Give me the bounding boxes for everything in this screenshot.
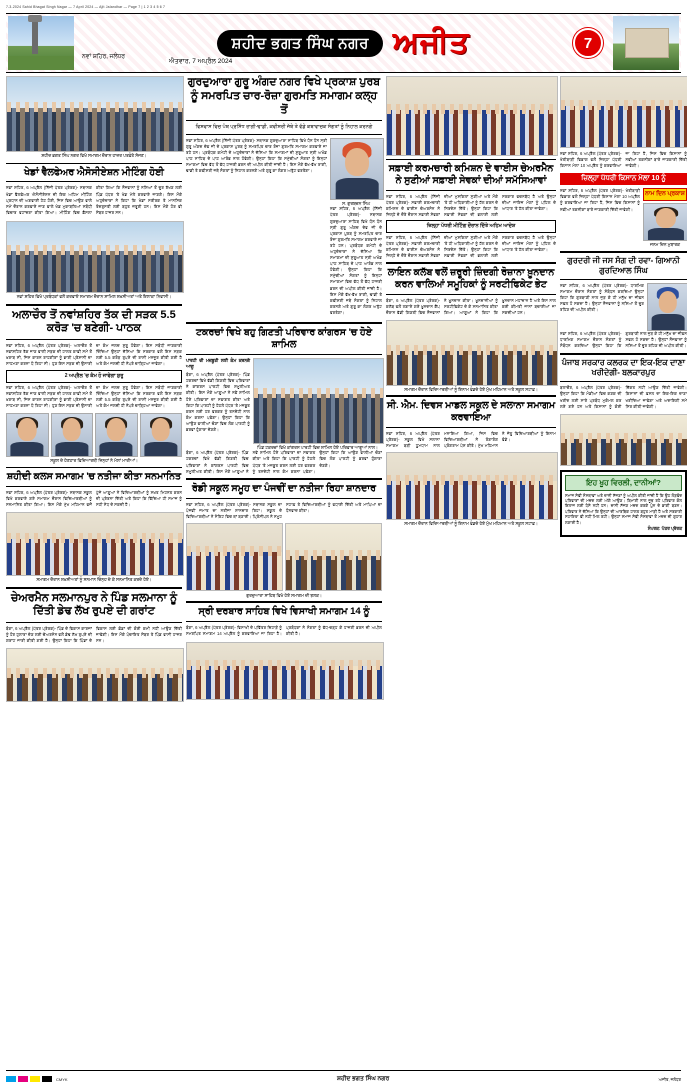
col2-top-body bbox=[186, 138, 327, 175]
col4-banner-body bbox=[560, 188, 640, 212]
col2-bottom-photo bbox=[186, 642, 384, 700]
col2-bottom-text: ਬੰਗਾ, 6 ਅਪ੍ਰੈਲ (ਪੱਤਰ ਪ੍ਰੇਰਕ)- ਵਿਸਾਖੀ ਦੇ ਪਵਿੱਤਰ ਦਿਹਾੜੇ ਨੂੰ ਸਮਰਪਿਤ ਸਮਾਗਮ 14 ਅਪ੍ਰੈਲ ਨੂੰ ਕਰਵਾਇਆ ਜਾ ਰਿਹਾ ਹੈ। ਪ੍ਰਬੰਧਕਾਂ ਨੇ ਸੰਗਤਾਂ ਨੂੰ ਵੱਧ-ਚੜ੍ਹ ਕੇ ਹਾਜ਼ਰੀ ਭਰਨ ਦੀ ਅਪੀਲ ਕੀਤੀ ਹੈ। bbox=[186, 625, 382, 637]
col4-body2-text-cont: ਨਵਾਂ ਸ਼ਹਿਰ, 6 ਅਪ੍ਰੈਲ (ਪੱਤਰ ਪ੍ਰੇਰਕ)- ਧਾਰਮਿਕ ਸਮਾਗਮ ਦੌਰਾਨ ਸੰਗਤਾਂ ਨੂੰ ਸੰਬੋਧਨ ਕਰਦਿਆਂ ਉਨ੍ਹਾਂ ਕਿਹਾ ਕਿ ਗੁਰਬਾਣੀ ਨਾਲ ਜੁੜ ਕੇ ਹੀ ਮਨੁੱਖ ਦਾ ਜੀਵਨ ਸਫਲ ਹੋ ਸਕਦਾ ਹੈ। ਉਨ੍ਹਾਂ ਨੌਜਵਾਨਾਂ ਨੂੰ ਨਸ਼ਿਆਂ ਤੋਂ ਦੂਰ ਰਹਿਣ ਦੀ ਅਪੀਲ ਕੀਤੀ। bbox=[560, 331, 687, 349]
col4-photo3 bbox=[560, 414, 687, 466]
col2-mid-text: ਬੰਗਾ, 6 ਅਪ੍ਰੈਲ (ਪੱਤਰ ਪ੍ਰੇਰਕ)- ਪਿੰਡ ਟਕਰਚਾਂ ਵਿਖੇ ਵੱਡੀ ਗਿਣਤੀ ਵਿਚ ਪਰਿਵਾਰਾਂ ਨੇ ਕਾਂਗਰਸ ਪਾਰਟੀ ਵਿਚ ਸ਼ਮੂਲੀਅਤ ਕੀਤੀ। ਇਸ ਮੌਕੇ ਆਗੂਆਂ ਨੇ ਨਵੇਂ ਸ਼ਾਮਿਲ ਹੋਏ ਪਰਿਵਾਰਾਂ ਦਾ ਸਵਾਗਤ ਕੀਤਾ ਅਤੇ ਕਿਹਾ ਕਿ ਪਾਰਟੀ ਨੂੰ ਹੇਠਲੇ ਪੱਧਰ 'ਤੇ ਮਜ਼ਬੂਤ ਕਰਨ ਲਈ ਹਰ ਵਰਕਰ ਨੂੰ ਤਨਦੇਹੀ ਨਾਲ ਕੰਮ ਕਰਨਾ ਪਵੇਗਾ। ਉਨ੍ਹਾਂ ਕਿਹਾ ਕਿ ਆਉਣ ਵਾਲੀਆਂ ਚੋਣਾਂ ਵਿਚ ਲੋਕ ਪਾਰਟੀ ਨੂੰ ਭਰਵਾਂ ਹੁੰਗਾਰਾ ਦੇਣਗੇ। bbox=[186, 450, 382, 474]
masthead-right-photo bbox=[613, 16, 679, 70]
col2-mid-photo bbox=[253, 358, 384, 444]
col4-head3: ਪੰਜਾਬ ਸਰਕਾਰ ਕਲਰਕ ਦਾ ਇਕ-ਇਕ ਦਾਣਾ ਖਰੀਦੇਗੀ- ਬਲਕਾਰਪੁਰ bbox=[561, 358, 686, 378]
page-number-badge: 7 bbox=[573, 28, 603, 58]
col4-top-text: ਨਵਾਂ ਸ਼ਹਿਰ, 6 ਅਪ੍ਰੈਲ (ਪੱਤਰ ਪ੍ਰੇਰਕ)- ਖੇਤੀਬਾੜੀ ਵਿਭਾਗ ਵਲੋਂ ਜ਼ਿਲ੍ਹਾ ਪੱਧਰੀ ਕਿਸਾਨ ਮੇਲਾ 10 ਅਪ੍ਰੈਲ ਨੂੰ ਕਰਵਾਇਆ ਜਾ ਰਿਹਾ ਹੈ, ਜਿਸ ਵਿਚ ਕਿਸਾਨਾਂ ਨੂੰ ਨਵੀਆਂ ਤਕਨੀਕਾਂ ਬਾਰੇ ਜਾਣਕਾਰੀ ਦਿੱਤੀ ਜਾਵੇਗੀ। bbox=[560, 151, 687, 169]
column-3 bbox=[386, 76, 556, 1081]
col4-top-photo bbox=[560, 76, 687, 148]
col1-story4-headline: ਚੇਅਰਮੈਨ ਸਲਮਾਨਪੁਰ ਨੇ ਪਿੰਡ ਸਲਮਾਨਾ ਨੂੰ ਦਿੱਤੀ ਡੇਢ ਲੱਖ ਰੁਪਏ ਦੀ ਗਰਾਂਟ bbox=[10, 591, 177, 618]
masthead bbox=[6, 13, 681, 73]
col1-pullquote: 2 ਅਪ੍ਰੈਲ 'ਚ ਕੰਮ ਹੋ ਜਾਵੇਗਾ ਸ਼ੁਰੂ bbox=[6, 370, 182, 383]
col2-mid-caption: ਪਿੰਡ ਟਕਰਚਾਂ ਵਿਖੇ ਕਾਂਗਰਸ ਪਾਰਟੀ ਵਿਚ ਸ਼ਾਮਿਲ ਹੋਏ ਪਰਿਵਾਰ ਆਗੂਆਂ ਨਾਲ। bbox=[257, 444, 378, 450]
col4-body3 bbox=[560, 385, 687, 410]
col2-mid-body-left bbox=[186, 358, 250, 433]
col3-photo2-caption: ਸਮਾਗਮ ਦੌਰਾਨ ਵਿਦਿਆਰਥੀਆਂ ਨੂੰ ਇਨਾਮ ਵੰਡਦੇ ਹੋਏ ਮੁੱਖ ਮਹਿਮਾਨ ਅਤੇ ਸਕੂਲ ਸਟਾਫ਼। bbox=[404, 386, 538, 392]
print-header: 7-3-2024 Sahid Bhagat Singh Nagar — 7 April 2024 — Ajit Jalandhar — Page 7 | 1 2 3 4 5 6 7 bbox=[6, 5, 166, 9]
col1-story1-body bbox=[6, 185, 182, 216]
col4-banner-text: ਨਵਾਂ ਸ਼ਹਿਰ, 6 ਅਪ੍ਰੈਲ (ਪੱਤਰ ਪ੍ਰੇਰਕ)- ਖੇਤੀਬਾੜੀ ਵਿਭਾਗ ਵਲੋਂ ਜ਼ਿਲ੍ਹਾ ਪੱਧਰੀ ਕਿਸਾਨ ਮੇਲਾ 10 ਅਪ੍ਰੈਲ ਨੂੰ ਕਰਵਾਇਆ ਜਾ ਰਿਹਾ ਹੈ, ਜਿਸ ਵਿਚ ਕਿਸਾਨਾਂ ਨੂੰ ਨਵੀਆਂ ਤਕਨੀਕਾਂ ਬਾਰੇ ਜਾਣਕਾਰੀ ਦਿੱਤੀ ਜਾਵੇਗੀ। bbox=[560, 188, 640, 212]
col1-photo2-caption: ਨਵਾਂ ਸ਼ਹਿਰ ਵਿਖੇ ਪ੍ਰਬੰਧਕਾਂ ਵਲੋਂ ਕਰਵਾਏ ਸਮਾਗਮ ਦੌਰਾਨ ਸ਼ਾਮਿਲ ਸ਼ਖ਼ਸੀਅਤਾਂ ਅਤੇ ਇਲਾਕਾ ਨਿਵਾਸੀ। bbox=[16, 293, 172, 299]
lead-photo bbox=[6, 76, 184, 152]
col2-portrait-caption: ਸ. ਗੁਰਬਚਨ ਸਿੰਘ bbox=[342, 200, 370, 206]
col4-naam-din-flag: ਨਾਮ ਦਿਨ ਪ੍ਰਕਾਸ਼ bbox=[643, 188, 687, 201]
footer-left-label: CMYK bbox=[56, 1076, 68, 1082]
col1-story2-text-cont: ਨਵਾਂ ਸ਼ਹਿਰ, 6 ਅਪ੍ਰੈਲ (ਪੱਤਰ ਪ੍ਰੇਰਕ)- ਅਲਾਚੌਰ ਤੋਂ ਨਵਾਂਸ਼ਹਿਰ ਤੱਕ ਜਾਣ ਵਾਲੀ ਸੜਕ ਦੀ ਹਾਲਤ ਕਾਫ਼ੀ ਸਮੇਂ ਤੋਂ ਖ਼ਰਾਬ ਸੀ, ਜਿਸ ਕਾਰਨ ਰਾਹਗੀਰਾਂ ਨੂੰ ਭਾਰੀ ਪ੍ਰੇਸ਼ਾਨੀ ਦਾ ਸਾਹਮਣਾ ਕਰਨਾ ਪੈ ਰਿਹਾ ਸੀ। ਹੁਣ ਇਸ ਸੜਕ ਦੀ ਉਸਾਰੀ ਦਾ ਕੰਮ ਜਲਦ ਸ਼ੁਰੂ ਹੋਵੇਗਾ। ਇਸ ਸਬੰਧੀ ਜਾਣਕਾਰੀ ਦਿੰਦਿਆਂ ਉਨ੍ਹਾਂ ਦੱਸਿਆ ਕਿ ਸਰਕਾਰ ਵਲੋਂ ਇਸ ਸੜਕ ਲਈ 5.5 ਕਰੋੜ ਰੁਪਏ ਦੀ ਰਾਸ਼ੀ ਮਨਜ਼ੂਰ ਕੀਤੀ ਗਈ ਹੈ ਅਤੇ ਕੰਮ ਜਲਦੀ ਹੀ ਨੇਪਰੇ ਚਾੜ੍ਹਿਆ ਜਾਵੇਗਾ। bbox=[6, 384, 182, 409]
footer-center-label: ਸ਼ਹੀਦ ਭਗਤ ਸਿੰਘ ਨਗਰ bbox=[337, 1075, 390, 1082]
col3-inset-quote: ਜ਼ਿਲ੍ਹਾ ਪੱਧਰੀ ਮੀਟਿੰਗ ਦੌਰਾਨ ਦਿੱਤੇ ਅਹਿਮ ਆਦੇਸ਼ bbox=[386, 220, 556, 233]
col4-body2 bbox=[560, 283, 644, 313]
col3-head2: ਲਾਇਨ ਕਲੱਬ ਵਲੋਂ ਜ਼ਰੂਰੀ ਜ਼ਿੰਦਗੀ ਰੋਜ਼ਾਨਾ ਖ਼ੂਨਦਾਨ ਕਰਨ ਵਾਲਿਆਂ ਸਮੂਹਿਕਾਂ ਨੂੰ ਸਰਟੀਫਿਕੇਟ ਭੇਟ bbox=[387, 267, 555, 290]
col1-story2-body bbox=[6, 343, 182, 368]
col4-head2: ਗੁਰਦਰੀ ਜੀ ਜਸ ਸੰਗ ਦੀ ਰਵਾ- ਗਿਆਨੀ ਗੁਰਦਿਆਲ ਸਿੰਘ bbox=[567, 256, 680, 276]
col1-story1-headline: ਖੇਡਾਂ ਵੈਲਫੇਅਰ ਐਸੋਸੀਏਸ਼ਨ ਮੀਟਿੰਗ ਹੋਈ bbox=[24, 166, 164, 178]
col1-story3-text: ਨਵਾਂ ਸ਼ਹਿਰ, 6 ਅਪ੍ਰੈਲ (ਪੱਤਰ ਪ੍ਰੇਰਕ)- ਸਥਾਨਕ ਸਕੂਲ ਵਿਖੇ ਕਰਵਾਏ ਗਏ ਸਮਾਗਮ ਦੌਰਾਨ ਵਿਦਿਆਰਥੀਆਂ ਨੂੰ ਸਨਮਾਨਿਤ ਕੀਤਾ ਗਿਆ। ਇਸ ਮੌਕੇ ਮੁੱਖ ਮਹਿਮਾਨ ਵਜੋਂ ਪੁੱਜੇ ਆਗੂਆਂ ਨੇ ਵਿਦਿਆਰਥੀਆਂ ਨੂੰ ਸਖ਼ਤ ਮਿਹਨਤ ਕਰਨ ਦੀ ਪ੍ਰੇਰਨਾ ਦਿੱਤੀ ਅਤੇ ਕਿਹਾ ਕਿ ਵਿੱਦਿਆ ਹੀ ਸਮਾਜ ਨੂੰ ਸਹੀ ਸੇਧ ਦੇ ਸਕਦੀ ਹੈ। bbox=[6, 489, 182, 507]
col1-photo4-caption: ਸਮਾਗਮ ਦੌਰਾਨ ਸ਼ਖ਼ਸੀਅਤਾਂ ਨੂੰ ਸਨਮਾਨ ਚਿੰਨ੍ਹ ਦੇ ਕੇ ਸਨਮਾਨਿਤ ਕਰਦੇ ਹੋਏ। bbox=[36, 576, 152, 582]
col1-photo2-block bbox=[6, 221, 182, 300]
col2-low-headline: ਰੋਡੀ ਸਕੂਲ ਸਮੂਹ ਦਾ ਪੰਜਵੀਂ ਦਾ ਨਤੀਜਾ ਰਿਹਾ ਸ਼ਾਨਦਾਰ bbox=[191, 482, 376, 494]
col2-top-headline: ਗੁਰਦੁਆਰਾ ਗੁਰੂ ਅੰਗਦ ਨਗਰ ਵਿਖੇ ਪ੍ਰਕਾਸ਼ ਪੁਰਬ ਨੂੰ ਸਮਰਪਿਤ ਚਾਰ-ਰੋਜ਼ਾ ਗੁਰਮਤਿ ਸਮਾਗਮ ਕਲ੍ਹ ਤੋਂ bbox=[187, 76, 381, 116]
col2-mid-text-left: ਬੰਗਾ, 6 ਅਪ੍ਰੈਲ (ਪੱਤਰ ਪ੍ਰੇਰਕ)- ਪਿੰਡ ਟਕਰਚਾਂ ਵਿਖੇ ਵੱਡੀ ਗਿਣਤੀ ਵਿਚ ਪਰਿਵਾਰਾਂ ਨੇ ਕਾਂਗਰਸ ਪਾਰਟੀ ਵਿਚ ਸ਼ਮੂਲੀਅਤ ਕੀਤੀ। ਇਸ ਮੌਕੇ ਆਗੂਆਂ ਨੇ ਨਵੇਂ ਸ਼ਾਮਿਲ ਹੋਏ ਪਰਿਵਾਰਾਂ ਦਾ ਸਵਾਗਤ ਕੀਤਾ ਅਤੇ ਕਿਹਾ ਕਿ ਪਾਰਟੀ ਨੂੰ ਹੇਠਲੇ ਪੱਧਰ 'ਤੇ ਮਜ਼ਬੂਤ ਕਰਨ ਲਈ ਹਰ ਵਰਕਰ ਨੂੰ ਤਨਦੇਹੀ ਨਾਲ ਕੰਮ ਕਰਨਾ ਪਵੇਗਾ। ਉਨ੍ਹਾਂ ਕਿਹਾ ਕਿ ਆਉਣ ਵਾਲੀਆਂ ਚੋਣਾਂ ਵਿਚ ਲੋਕ ਪਾਰਟੀ ਨੂੰ ਭਰਵਾਂ ਹੁੰਗਾਰਾ ਦੇਣਗੇ। bbox=[186, 372, 250, 433]
col4-portrait bbox=[647, 283, 687, 331]
col2-mid-subhead: ਪਾਰਟੀ ਦੀ ਮਜ਼ਬੂਤੀ ਲਈ ਕੰਮ ਕਰਨਗੇ ਆਗੂ bbox=[186, 357, 250, 369]
col3-photo2 bbox=[386, 320, 558, 386]
col1-photo4 bbox=[6, 512, 184, 576]
col3-body1-text: ਨਵਾਂ ਸ਼ਹਿਰ, 6 ਅਪ੍ਰੈਲ (ਨਿੱਜੀ ਪੱਤਰ ਪ੍ਰੇਰਕ)- ਸਫ਼ਾਈ ਕਰਮਚਾਰੀ ਕਮਿਸ਼ਨ ਦੇ ਵਾਈਸ ਚੇਅਰਮੈਨ ਨੇ ਜ਼ਿਲ੍ਹੇ ਦੇ ਦੌਰੇ ਦੌਰਾਨ ਸਫ਼ਾਈ ਸੇਵਕਾਂ ਦੀਆਂ ਮੁਸ਼ਕਿਲਾਂ ਸੁਣੀਆਂ ਅਤੇ ਮੌਕੇ 'ਤੇ ਹੀ ਅਧਿਕਾਰੀਆਂ ਨੂੰ ਹੱਲ ਕਰਨ ਦੇ ਨਿਰਦੇਸ਼ ਦਿੱਤੇ। ਉਨ੍ਹਾਂ ਕਿਹਾ ਕਿ ਸਫ਼ਾਈ ਸੇਵਕਾਂ ਦੀ ਭਲਾਈ ਲਈ ਸਰਕਾਰ ਵਚਨਬੱਧ ਹੈ ਅਤੇ ਉਨ੍ਹਾਂ ਦੀਆਂ ਜਾਇਜ਼ ਮੰਗਾਂ ਨੂੰ ਪਹਿਲ ਦੇ ਆਧਾਰ 'ਤੇ ਹੱਲ ਕੀਤਾ ਜਾਵੇਗਾ। bbox=[386, 193, 556, 218]
masthead-date: ਐਤਵਾਰ, 7 ਅਪ੍ਰੈਲ 2024 bbox=[166, 58, 235, 66]
edition-badge: ਸ਼ਹੀਦ ਭਗਤ ਸਿੰਘ ਨਗਰ bbox=[217, 30, 382, 57]
col2-low-body bbox=[186, 502, 382, 520]
newspaper-title: ਅਜੀਤ bbox=[392, 26, 470, 59]
col4-ad-footer: ਸੰਪਰਕ: ਪੱਤਰ ਪ੍ਰੇਰਕ bbox=[647, 526, 682, 532]
col2-photo-b bbox=[285, 523, 382, 591]
col3-body1-cont bbox=[386, 235, 556, 259]
col4-body2-text: ਨਵਾਂ ਸ਼ਹਿਰ, 6 ਅਪ੍ਰੈਲ (ਪੱਤਰ ਪ੍ਰੇਰਕ)- ਧਾਰਮਿਕ ਸਮਾਗਮ ਦੌਰਾਨ ਸੰਗਤਾਂ ਨੂੰ ਸੰਬੋਧਨ ਕਰਦਿਆਂ ਉਨ੍ਹਾਂ ਕਿਹਾ ਕਿ ਗੁਰਬਾਣੀ ਨਾਲ ਜੁੜ ਕੇ ਹੀ ਮਨੁੱਖ ਦਾ ਜੀਵਨ ਸਫਲ ਹੋ ਸਕਦਾ ਹੈ। ਉਨ੍ਹਾਂ ਨੌਜਵਾਨਾਂ ਨੂੰ ਨਸ਼ਿਆਂ ਤੋਂ ਦੂਰ ਰਹਿਣ ਦੀ ਅਪੀਲ ਕੀਤੀ। bbox=[560, 283, 644, 313]
col2-bottom-body bbox=[186, 625, 382, 638]
student-portrait-2 bbox=[51, 413, 94, 457]
student-portrait-1 bbox=[6, 413, 49, 457]
col4-baby-photo bbox=[643, 203, 687, 241]
footer-right-label: ਅਜੀਤ, ਜਲੰਧਰ bbox=[658, 1076, 681, 1082]
col2-mid-body bbox=[186, 450, 382, 474]
column-1 bbox=[6, 76, 182, 1081]
col3-body3-text: ਨਵਾਂ ਸ਼ਹਿਰ, 6 ਅਪ੍ਰੈਲ (ਪੱਤਰ ਪ੍ਰੇਰਕ)- ਸਕੂਲ ਵਿਖੇ ਸਲਾਨਾ ਸਮਾਗਮ ਬੜੀ ਧੂਮਧਾਮ ਨਾਲ ਮਨਾਇਆ ਗਿਆ, ਜਿਸ ਵਿਚ ਵਿਦਿਆਰਥੀਆਂ ਨੇ ਰੰਗਾਰੰਗ ਪ੍ਰੋਗਰਾਮ ਪੇਸ਼ ਕੀਤੇ। ਮੁੱਖ ਮਹਿਮਾਨ ਨੇ ਜੇਤੂ ਵਿਦਿਆਰਥੀਆਂ ਨੂੰ ਇਨਾਮ ਵੰਡੇ। bbox=[386, 431, 556, 449]
page-columns bbox=[6, 76, 687, 1081]
col2-top-body-side bbox=[330, 206, 382, 316]
col4-ad-body: ਸਮਾਜ ਸੇਵੀ ਸੰਸਥਾਵਾਂ ਅਤੇ ਦਾਨੀ ਸੱਜਣਾਂ ਨੂੰ ਅਪੀਲ ਕੀਤੀ ਜਾਂਦੀ ਹੈ ਕਿ ਉਹ ਲੋੜਵੰਦ ਪਰਿਵਾਰਾਂ ਦੀ ਮਦਦ ਲਈ ਅੱਗੇ ਆਉਣ। ਬਿਮਾਰੀ ਨਾਲ ਜੂਝ ਰਹੇ ਪਰਿਵਾਰ ਕੋਲ ਇਲਾਜ ਲਈ ਪੈਸੇ ਨਹੀਂ ਹਨ। ਦਾਨੀ ਸੱਜਣ ਮਦਦ ਕਰਕੇ ਪੁੰਨ ਦੇ ਭਾਗੀ ਬਣਨ। ਪਰਿਵਾਰ ਨੇ ਦੱਸਿਆ ਕਿ ਉਨ੍ਹਾਂ ਦੀ ਆਰਥਿਕ ਹਾਲਤ ਬਹੁਤ ਮਾੜੀ ਹੈ ਅਤੇ ਸਰਕਾਰੀ ਸਹਾਇਤਾ ਵੀ ਨਹੀਂ ਮਿਲ ਰਹੀ। ਉਨ੍ਹਾਂ ਸਮਾਜ ਸੇਵੀ ਸੰਸਥਾਵਾਂ ਤੋਂ ਮਦਦ ਦੀ ਗੁਹਾਰ ਲਗਾਈ ਹੈ। bbox=[565, 492, 682, 525]
col3-body2 bbox=[386, 298, 556, 317]
col1-story2-body-cont bbox=[6, 385, 182, 410]
col1-student-portraits bbox=[6, 413, 182, 457]
masthead-place: ਨਵਾਂ ਸ਼ਹਿਰ, ਜਲੰਧਰ bbox=[82, 54, 126, 60]
column-2 bbox=[186, 76, 382, 1081]
col4-baby-caption: ਜਨਮ ਦਿਨ ਮੁਬਾਰਕ bbox=[650, 242, 680, 248]
col1-photo2 bbox=[6, 221, 184, 293]
col1-story2-headline: ਅਲਾਚੌਰ ਤੋਂ ਨਵਾਂਸ਼ਹਿਰ ਤੱਕ ਦੀ ਸੜਕ 5.5 ਕਰੋੜ 'ਚ ਬਣੇਗੀ- ਪਾਠਕ bbox=[12, 308, 176, 335]
col1-story3-headline: ਸ਼ਹੀਦੀ ਕਲਸ ਸਮਾਗਮ 'ਚ ਨਤੀਜਾ ਕੀਤਾ ਸਨਮਾਨਿਤ bbox=[6, 470, 182, 482]
col2-top-subhead: ਵਿਸ਼ਵਾਸ ਵਿਚ ਪੰਥ ਪ੍ਰਸਿੱਧ ਰਾਗੀ-ਢਾਡੀ, ਕਵੀਸ਼ਰੀ ਜੱਥੇ ਤੇ ਵੱਡੇ ਕਥਾਵਾਚਕ ਸੰਗਤਾਂ ਨੂੰ ਨਿਹਾਲ ਕਰਨਗੇ bbox=[195, 124, 373, 131]
col2-top-text: ਨਵਾਂ ਸ਼ਹਿਰ, 6 ਅਪ੍ਰੈਲ (ਨਿੱਜੀ ਪੱਤਰ ਪ੍ਰੇਰਕ)- ਸਥਾਨਕ ਗੁਰਦੁਆਰਾ ਸਾਹਿਬ ਵਿਖੇ ਧੰਨ ਧੰਨ ਸ੍ਰੀ ਗੁਰੂ ਅੰਗਦ ਦੇਵ ਜੀ ਦੇ ਪ੍ਰਕਾਸ਼ ਪੁਰਬ ਨੂੰ ਸਮਰਪਿਤ ਚਾਰ ਰੋਜ਼ਾ ਗੁਰਮਤਿ ਸਮਾਗਮ ਕਰਵਾਏ ਜਾ ਰਹੇ ਹਨ। ਪ੍ਰਬੰਧਕ ਕਮੇਟੀ ਦੇ ਅਹੁਦੇਦਾਰਾਂ ਨੇ ਦੱਸਿਆ ਕਿ ਸਮਾਗਮਾਂ ਦੀ ਸ਼ੁਰੂਆਤ ਸ੍ਰੀ ਅਖੰਡ ਪਾਠ ਸਾਹਿਬ ਦੇ ਪਾਠ ਆਰੰਭ ਨਾਲ ਹੋਵੇਗੀ। ਉਨ੍ਹਾਂ ਕਿਹਾ ਕਿ ਸਮੁੱਚੀਆਂ ਸੰਗਤਾਂ ਨੂੰ ਇਨ੍ਹਾਂ ਸਮਾਗਮਾਂ ਵਿਚ ਵੱਧ ਤੋਂ ਵੱਧ ਹਾਜ਼ਰੀ ਭਰਨ ਦੀ ਅਪੀਲ ਕੀਤੀ ਜਾਂਦੀ ਹੈ। ਇਸ ਮੌਕੇ ਵੱਖ-ਵੱਖ ਰਾਗੀ, ਢਾਡੀ ਤੇ ਕਵੀਸ਼ਰੀ ਜਥੇ ਸੰਗਤਾਂ ਨੂੰ ਨਿਹਾਲ ਕਰਨਗੇ ਅਤੇ ਗੁਰੂ ਕਾ ਲੰਗਰ ਅਤੁੱਟ ਵਰਤੇਗਾ। bbox=[186, 137, 327, 174]
col3-photo3 bbox=[386, 452, 558, 520]
col3-head1: ਸਫ਼ਾਈ ਕਰਮਚਾਰੀ ਕਮਿਸ਼ਨ ਦੇ ਵਾਈਸ ਚੇਅਰਮੈਨ ਨੇ ਸੁਣੀਆਂ ਸਫ਼ਾਈ ਸੇਵਕਾਂ ਦੀਆਂ ਸਮੱਸਿਆਵਾਂ bbox=[388, 163, 554, 186]
col4-top-body bbox=[560, 151, 687, 170]
col3-body2-text: ਬੰਗਾ, 6 ਅਪ੍ਰੈਲ (ਪੱਤਰ ਪ੍ਰੇਰਕ)- ਕਲੱਬ ਵਲੋਂ ਲਗਾਏ ਗਏ ਖ਼ੂਨਦਾਨ ਕੈਂਪ ਦੌਰਾਨ ਵੱਡੀ ਗਿਣਤੀ ਵਿਚ ਨੌਜਵਾਨਾਂ ਨੇ ਖ਼ੂਨਦਾਨ ਕੀਤਾ। ਖ਼ੂਨਦਾਨੀਆਂ ਨੂੰ ਸਰਟੀਫਿਕੇਟ ਦੇ ਕੇ ਸਨਮਾਨਿਤ ਕੀਤਾ ਗਿਆ। ਆਗੂਆਂ ਨੇ ਕਿਹਾ ਕਿ ਖ਼ੂਨਦਾਨ ਮਹਾਂਦਾਨ ਹੈ ਅਤੇ ਇਸ ਨਾਲ ਕਈ ਕੀਮਤੀ ਜਾਨਾਂ ਬਚਾਈਆਂ ਜਾ ਸਕਦੀਆਂ ਹਨ। bbox=[386, 297, 556, 315]
col2-photo-row bbox=[186, 523, 382, 591]
masthead-left-photo bbox=[8, 16, 74, 70]
masthead-center bbox=[80, 17, 607, 69]
col4-kisan-mela-banner: ਜ਼ਿਲ੍ਹਾ ਪੱਧਰੀ ਕਿਸਾਨ ਮੇਲਾ 10 ਨੂੰ bbox=[560, 173, 687, 185]
col1-story1-text: ਨਵਾਂ ਸ਼ਹਿਰ, 6 ਅਪ੍ਰੈਲ (ਨਿੱਜੀ ਪੱਤਰ ਪ੍ਰੇਰਕ)- ਸਥਾਨਕ ਖੇਡਾਂ ਵੈਲਫੇਅਰ ਐਸੋਸੀਏਸ਼ਨ ਦੀ ਇਕ ਅਹਿਮ ਮੀਟਿੰਗ ਪ੍ਰਧਾਨ ਦੀ ਅਗਵਾਈ ਹੇਠ ਹੋਈ, ਜਿਸ ਵਿਚ ਆਉਣ ਵਾਲੇ ਸਮੇਂ ਦੌਰਾਨ ਕਰਵਾਏ ਜਾਣ ਵਾਲੇ ਖੇਡ ਮੁਕਾਬਲਿਆਂ ਸਬੰਧੀ ਵਿਚਾਰ ਵਟਾਂਦਰਾ ਕੀਤਾ ਗਿਆ। ਮੀਟਿੰਗ ਵਿਚ ਫ਼ੈਸਲਾ ਕੀਤਾ ਗਿਆ ਕਿ ਨੌਜਵਾਨਾਂ ਨੂੰ ਨਸ਼ਿਆਂ ਤੋਂ ਦੂਰ ਰੱਖਣ ਲਈ ਪਿੰਡ ਪੱਧਰ 'ਤੇ ਖੇਡ ਮੇਲੇ ਕਰਵਾਏ ਜਾਣਗੇ। ਇਸ ਮੌਕੇ ਅਹੁਦੇਦਾਰਾਂ ਨੇ ਕਿਹਾ ਕਿ ਖੇਡਾਂ ਸਰੀਰਕ ਤੇ ਮਾਨਸਿਕ ਤੰਦਰੁਸਤੀ ਲਈ ਬਹੁਤ ਜ਼ਰੂਰੀ ਹਨ। ਇਸ ਮੌਕੇ ਹੋਰ ਵੀ ਮੈਂਬਰ ਹਾਜ਼ਰ ਸਨ। bbox=[6, 185, 182, 215]
col3-body3 bbox=[386, 431, 556, 449]
column-4 bbox=[560, 76, 687, 1081]
col4-appeal-ad bbox=[560, 470, 687, 537]
col4-ad-headline: ਇਹ ਖੂਹ ਵਿਰਲੀ, ਦਾਨੀਆਂ? bbox=[565, 475, 682, 491]
col2-bottom-headline: ਸ੍ਰੀ ਦਰਬਾਰ ਸਾਹਿਬ ਵਿਖੇ ਵਿਸਾਖੀ ਸਮਾਗਮ 14 ਨੂੰ bbox=[198, 606, 370, 618]
color-registration-bars bbox=[6, 1076, 52, 1082]
student-portrait-4 bbox=[140, 413, 183, 457]
col1-story4-body bbox=[6, 626, 182, 645]
col2-photo-row-caption: ਗੁਰਦੁਆਰਾ ਸਾਹਿਬ ਵਿਖੇ ਹੋਏ ਸਮਾਗਮ ਦੀ ਝਲਕ। bbox=[246, 592, 322, 598]
col3-head3: ਸੀ. ਐਮ. ਦਿਵਸ ਮਾਡਲ ਸਕੂਲ ਦੇ ਸਲਾਨਾ ਸਮਾਗਮ ਕਰਵਾਇਆ bbox=[386, 400, 556, 424]
col3-body1 bbox=[386, 194, 556, 218]
col3-body1-text-cont: ਨਵਾਂ ਸ਼ਹਿਰ, 6 ਅਪ੍ਰੈਲ (ਨਿੱਜੀ ਪੱਤਰ ਪ੍ਰੇਰਕ)- ਸਫ਼ਾਈ ਕਰਮਚਾਰੀ ਕਮਿਸ਼ਨ ਦੇ ਵਾਈਸ ਚੇਅਰਮੈਨ ਨੇ ਜ਼ਿਲ੍ਹੇ ਦੇ ਦੌਰੇ ਦੌਰਾਨ ਸਫ਼ਾਈ ਸੇਵਕਾਂ ਦੀਆਂ ਮੁਸ਼ਕਿਲਾਂ ਸੁਣੀਆਂ ਅਤੇ ਮੌਕੇ 'ਤੇ ਹੀ ਅਧਿਕਾਰੀਆਂ ਨੂੰ ਹੱਲ ਕਰਨ ਦੇ ਨਿਰਦੇਸ਼ ਦਿੱਤੇ। ਉਨ੍ਹਾਂ ਕਿਹਾ ਕਿ ਸਫ਼ਾਈ ਸੇਵਕਾਂ ਦੀ ਭਲਾਈ ਲਈ ਸਰਕਾਰ ਵਚਨਬੱਧ ਹੈ ਅਤੇ ਉਨ੍ਹਾਂ ਦੀਆਂ ਜਾਇਜ਼ ਮੰਗਾਂ ਨੂੰ ਪਹਿਲ ਦੇ ਆਧਾਰ 'ਤੇ ਹੱਲ ਕੀਤਾ ਜਾਵੇਗਾ। bbox=[386, 234, 556, 258]
col2-top-text-side: ਨਵਾਂ ਸ਼ਹਿਰ, 6 ਅਪ੍ਰੈਲ (ਨਿੱਜੀ ਪੱਤਰ ਪ੍ਰੇਰਕ)- ਸਥਾਨਕ ਗੁਰਦੁਆਰਾ ਸਾਹਿਬ ਵਿਖੇ ਧੰਨ ਧੰਨ ਸ੍ਰੀ ਗੁਰੂ ਅੰਗਦ ਦੇਵ ਜੀ ਦੇ ਪ੍ਰਕਾਸ਼ ਪੁਰਬ ਨੂੰ ਸਮਰਪਿਤ ਚਾਰ ਰੋਜ਼ਾ ਗੁਰਮਤਿ ਸਮਾਗਮ ਕਰਵਾਏ ਜਾ ਰਹੇ ਹਨ। ਪ੍ਰਬੰਧਕ ਕਮੇਟੀ ਦੇ ਅਹੁਦੇਦਾਰਾਂ ਨੇ ਦੱਸਿਆ ਕਿ ਸਮਾਗਮਾਂ ਦੀ ਸ਼ੁਰੂਆਤ ਸ੍ਰੀ ਅਖੰਡ ਪਾਠ ਸਾਹਿਬ ਦੇ ਪਾਠ ਆਰੰਭ ਨਾਲ ਹੋਵੇਗੀ। ਉਨ੍ਹਾਂ ਕਿਹਾ ਕਿ ਸਮੁੱਚੀਆਂ ਸੰਗਤਾਂ ਨੂੰ ਇਨ੍ਹਾਂ ਸਮਾਗਮਾਂ ਵਿਚ ਵੱਧ ਤੋਂ ਵੱਧ ਹਾਜ਼ਰੀ ਭਰਨ ਦੀ ਅਪੀਲ ਕੀਤੀ ਜਾਂਦੀ ਹੈ। ਇਸ ਮੌਕੇ ਵੱਖ-ਵੱਖ ਰਾਗੀ, ਢਾਡੀ ਤੇ ਕਵੀਸ਼ਰੀ ਜਥੇ ਸੰਗਤਾਂ ਨੂੰ ਨਿਹਾਲ ਕਰਨਗੇ ਅਤੇ ਗੁਰੂ ਕਾ ਲੰਗਰ ਅਤੁੱਟ ਵਰਤੇਗਾ। bbox=[330, 206, 382, 315]
col1-story2-text: ਨਵਾਂ ਸ਼ਹਿਰ, 6 ਅਪ੍ਰੈਲ (ਪੱਤਰ ਪ੍ਰੇਰਕ)- ਅਲਾਚੌਰ ਤੋਂ ਨਵਾਂਸ਼ਹਿਰ ਤੱਕ ਜਾਣ ਵਾਲੀ ਸੜਕ ਦੀ ਹਾਲਤ ਕਾਫ਼ੀ ਸਮੇਂ ਤੋਂ ਖ਼ਰਾਬ ਸੀ, ਜਿਸ ਕਾਰਨ ਰਾਹਗੀਰਾਂ ਨੂੰ ਭਾਰੀ ਪ੍ਰੇਸ਼ਾਨੀ ਦਾ ਸਾਹਮਣਾ ਕਰਨਾ ਪੈ ਰਿਹਾ ਸੀ। ਹੁਣ ਇਸ ਸੜਕ ਦੀ ਉਸਾਰੀ ਦਾ ਕੰਮ ਜਲਦ ਸ਼ੁਰੂ ਹੋਵੇਗਾ। ਇਸ ਸਬੰਧੀ ਜਾਣਕਾਰੀ ਦਿੰਦਿਆਂ ਉਨ੍ਹਾਂ ਦੱਸਿਆ ਕਿ ਸਰਕਾਰ ਵਲੋਂ ਇਸ ਸੜਕ ਲਈ 5.5 ਕਰੋੜ ਰੁਪਏ ਦੀ ਰਾਸ਼ੀ ਮਨਜ਼ੂਰ ਕੀਤੀ ਗਈ ਹੈ ਅਤੇ ਕੰਮ ਜਲਦੀ ਹੀ ਨੇਪਰੇ ਚਾੜ੍ਹਿਆ ਜਾਵੇਗਾ। bbox=[6, 343, 182, 367]
col3-top-photo bbox=[386, 76, 558, 156]
col1-lead-photo-block bbox=[6, 76, 182, 159]
page-footer bbox=[6, 1070, 681, 1087]
col4-body3-text: ਬਲਾਚੌਰ, 6 ਅਪ੍ਰੈਲ (ਪੱਤਰ ਪ੍ਰੇਰਕ)- ਉਨ੍ਹਾਂ ਕਿਹਾ ਕਿ ਮੰਡੀਆਂ ਵਿਚ ਕਣਕ ਦੀ ਖਰੀਦ ਲਈ ਸਾਰੇ ਪ੍ਰਬੰਧ ਮੁਕੰਮਲ ਕਰ ਲਏ ਗਏ ਹਨ ਅਤੇ ਕਿਸਾਨਾਂ ਨੂੰ ਕੋਈ ਦਿੱਕਤ ਨਹੀਂ ਆਉਣ ਦਿੱਤੀ ਜਾਵੇਗੀ। ਕਿਸਾਨਾਂ ਦੀ ਫ਼ਸਲ ਦਾ ਇਕ-ਇਕ ਦਾਣਾ ਖਰੀਦਿਆ ਜਾਵੇਗਾ ਅਤੇ ਅਦਾਇਗੀ ਸਮੇਂ ਸਿਰ ਕੀਤੀ ਜਾਵੇਗੀ। bbox=[560, 385, 687, 409]
col2-low-text: ਨਵਾਂ ਸ਼ਹਿਰ, 6 ਅਪ੍ਰੈਲ (ਪੱਤਰ ਪ੍ਰੇਰਕ)- ਸਥਾਨਕ ਸਕੂਲ ਦਾ ਪੰਜਵੀਂ ਜਮਾਤ ਦਾ ਨਤੀਜਾ ਸ਼ਾਨਦਾਰ ਰਿਹਾ। ਸਕੂਲ ਦੇ ਵਿਦਿਆਰਥੀਆਂ ਨੇ ਮੈਰਿਟ ਵਿਚ ਥਾਂ ਬਣਾਈ। ਪ੍ਰਿੰਸੀਪਲ ਨੇ ਸਮੂਹ ਸਟਾਫ਼ ਤੇ ਵਿਦਿਆਰਥੀਆਂ ਨੂੰ ਵਧਾਈ ਦਿੱਤੀ ਅਤੇ ਮਾਪਿਆਂ ਦਾ ਧੰਨਵਾਦ ਕੀਤਾ। bbox=[186, 501, 382, 519]
col1-story3-body bbox=[6, 490, 182, 509]
col3-photo3-caption: ਸਮਾਗਮ ਦੌਰਾਨ ਵਿਦਿਆਰਥੀਆਂ ਨੂੰ ਇਨਾਮ ਵੰਡਦੇ ਹੋਏ ਮੁੱਖ ਮਹਿਮਾਨ ਅਤੇ ਸਕੂਲ ਸਟਾਫ਼। bbox=[404, 521, 538, 527]
lead-photo-caption: ਸ਼ਹੀਦ ਭਗਤ ਸਿੰਘ ਨਗਰ ਵਿਖੇ ਸਮਾਗਮ ਦੌਰਾਨ ਹਾਜ਼ਰ ਪਤਵੰਤੇ ਸੱਜਣ। bbox=[41, 153, 147, 158]
col4-body2-cont bbox=[560, 331, 687, 350]
col1-photo5 bbox=[6, 648, 184, 702]
col2-mid-headline: ਟਕਰਚਾਂ ਵਿਖੇ ਬਹੁ ਗਿਣਤੀ ਪਰਿਵਾਰ ਕਾਂਗਰਸ 'ਚ ਹੋਏ ਸ਼ਾਮਿਲ bbox=[195, 327, 373, 350]
col2-photo-a bbox=[186, 523, 283, 591]
col1-students-caption: ਸਕੂਲ ਦੇ ਹੋਣਹਾਰ ਵਿਦਿਆਰਥੀ ਜਿਨ੍ਹਾਂ ਨੇ ਮੱਲਾਂ ਮਾਰੀਆਂ। bbox=[50, 458, 138, 464]
student-portrait-3 bbox=[95, 413, 138, 457]
col1-story4-text: ਬੰਗਾ, 6 ਅਪ੍ਰੈਲ (ਪੱਤਰ ਪ੍ਰੇਰਕ)- ਪਿੰਡ ਦੇ ਵਿਕਾਸ ਕਾਰਜਾਂ ਨੂੰ ਹੋਰ ਹੁਲਾਰਾ ਦੇਣ ਲਈ ਚੇਅਰਮੈਨ ਵਲੋਂ ਡੇਢ ਲੱਖ ਰੁਪਏ ਦੀ ਗਰਾਂਟ ਜਾਰੀ ਕੀਤੀ ਗਈ ਹੈ। ਉਨ੍ਹਾਂ ਕਿਹਾ ਕਿ ਪਿੰਡਾਂ ਦੇ ਵਿਕਾਸ ਲਈ ਫ਼ੰਡਾਂ ਦੀ ਕੋਈ ਕਮੀ ਨਹੀਂ ਆਉਣ ਦਿੱਤੀ ਜਾਵੇਗੀ। ਇਸ ਮੌਕੇ ਪੰਚਾਇਤ ਮੈਂਬਰ ਤੇ ਪਿੰਡ ਵਾਸੀ ਹਾਜ਼ਰ ਸਨ। bbox=[6, 626, 182, 644]
col2-portrait bbox=[330, 138, 384, 200]
col1-photo4-block bbox=[6, 512, 182, 583]
